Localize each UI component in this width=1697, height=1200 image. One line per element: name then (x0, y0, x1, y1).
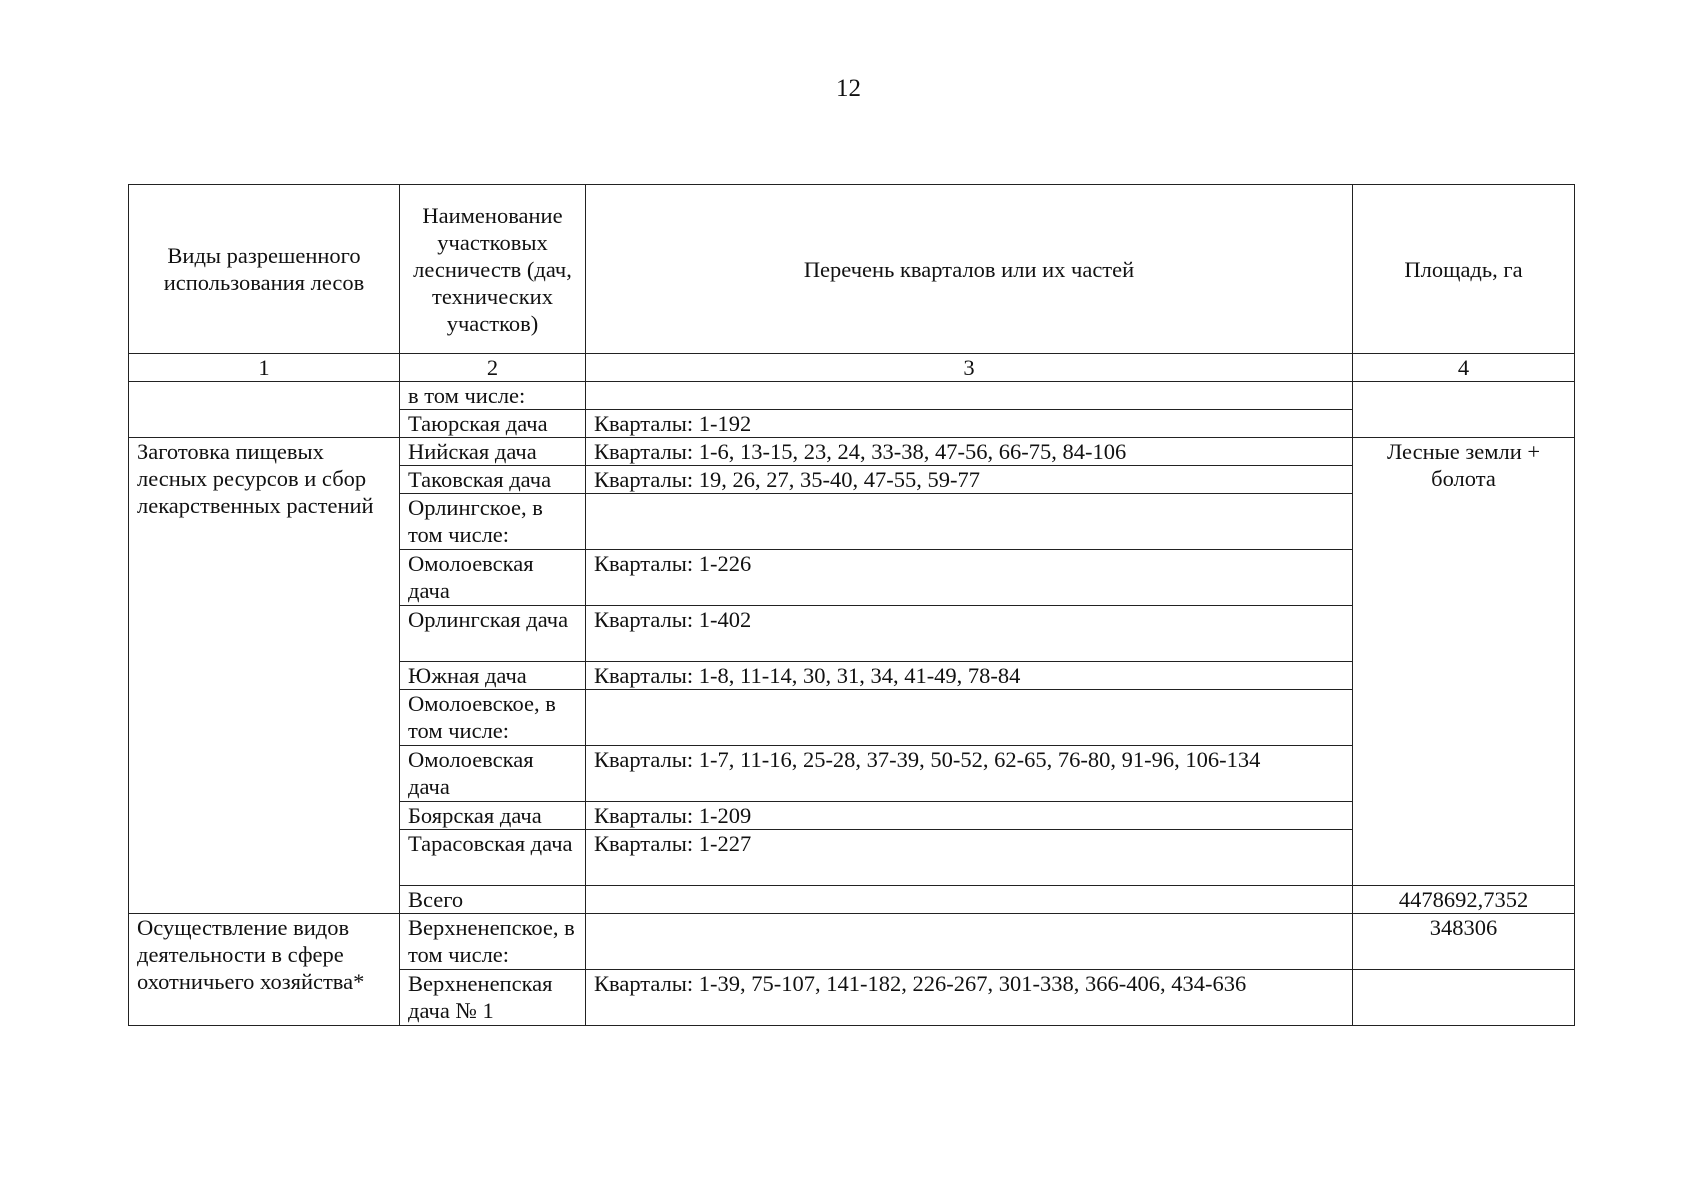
column-number: 3 (586, 354, 1353, 382)
forest-use-table (128, 184, 1575, 1026)
total-label: Всего (400, 886, 586, 914)
column-number-row (129, 354, 1575, 382)
area-cell-empty (1353, 382, 1575, 438)
use-type-cell-empty (129, 382, 400, 438)
table-header-row (129, 185, 1575, 354)
district-cell: Омолоевская дача (400, 550, 586, 606)
page-number: 12 (836, 75, 861, 102)
table-row (129, 914, 1575, 970)
area-hunting: 348306 (1353, 914, 1575, 970)
quarters-cell: Кварталы: 1-209 (586, 802, 1353, 830)
district-cell: Тарасовская дача (400, 830, 586, 886)
header-use-type: Виды разрешенного использования лесов (129, 185, 400, 354)
quarters-cell: Кварталы: 19, 26, 27, 35-40, 47-55, 59-77 (586, 466, 1353, 494)
quarters-cell (586, 914, 1353, 970)
quarters-cell: Кварталы: 1-8, 11-14, 30, 31, 34, 41-49, 78-84 (586, 662, 1353, 690)
district-cell: Боярская дача (400, 802, 586, 830)
district-cell: Таюрская дача (400, 410, 586, 438)
district-cell: Таковская дача (400, 466, 586, 494)
quarters-cell: Кварталы: 1-192 (586, 410, 1353, 438)
district-cell: Орлингская дача (400, 606, 586, 662)
district-cell: Нийская дача (400, 438, 586, 466)
total-area: 4478692,7352 (1353, 886, 1575, 914)
header-quarters: Перечень кварталов или их частей (586, 185, 1353, 354)
quarters-cell: Кварталы: 1-7, 11-16, 25-28, 37-39, 50-52, 62-65, 76-80, 91-96, 106-134 (586, 746, 1353, 802)
quarters-cell: Кварталы: 1-6, 13-15, 23, 24, 33-38, 47-56, 66-75, 84-106 (586, 438, 1353, 466)
quarters-cell (586, 382, 1353, 410)
header-district: Наименование участковых лесничеств (дач, технических участков) (400, 185, 586, 354)
table-row (129, 438, 1575, 466)
column-number: 4 (1353, 354, 1575, 382)
area-cell-empty (1353, 970, 1575, 1026)
quarters-cell: Кварталы: 1-226 (586, 550, 1353, 606)
district-cell: Верхненепское, в том числе: (400, 914, 586, 970)
quarters-cell: Кварталы: 1-39, 75-107, 141-182, 226-267, 301-338, 366-406, 434-636 (586, 970, 1353, 1026)
district-cell: Южная дача (400, 662, 586, 690)
quarters-cell (586, 690, 1353, 746)
district-cell: Омолоевская дача (400, 746, 586, 802)
quarters-cell (586, 494, 1353, 550)
use-type-hunting-cell: Осуществление видов деятельности в сфере охотничьего хозяйства* (129, 914, 400, 1026)
column-number: 1 (129, 354, 400, 382)
district-cell: Омолоевское, в том числе: (400, 690, 586, 746)
column-number: 2 (400, 354, 586, 382)
use-type-food-cell: Заготовка пищевых лесных ресурсов и сбор лекарственных растений (129, 438, 400, 914)
district-cell: Орлингское, в том числе: (400, 494, 586, 550)
district-cell: Верхненепская дача № 1 (400, 970, 586, 1026)
district-cell: в том числе: (400, 382, 586, 410)
area-note-cell: Лесные земли + болота (1353, 438, 1575, 886)
table-row (129, 382, 1575, 410)
quarters-cell: Кварталы: 1-402 (586, 606, 1353, 662)
quarters-cell: Кварталы: 1-227 (586, 830, 1353, 886)
header-area: Площадь, га (1353, 185, 1575, 354)
quarters-cell (586, 886, 1353, 914)
